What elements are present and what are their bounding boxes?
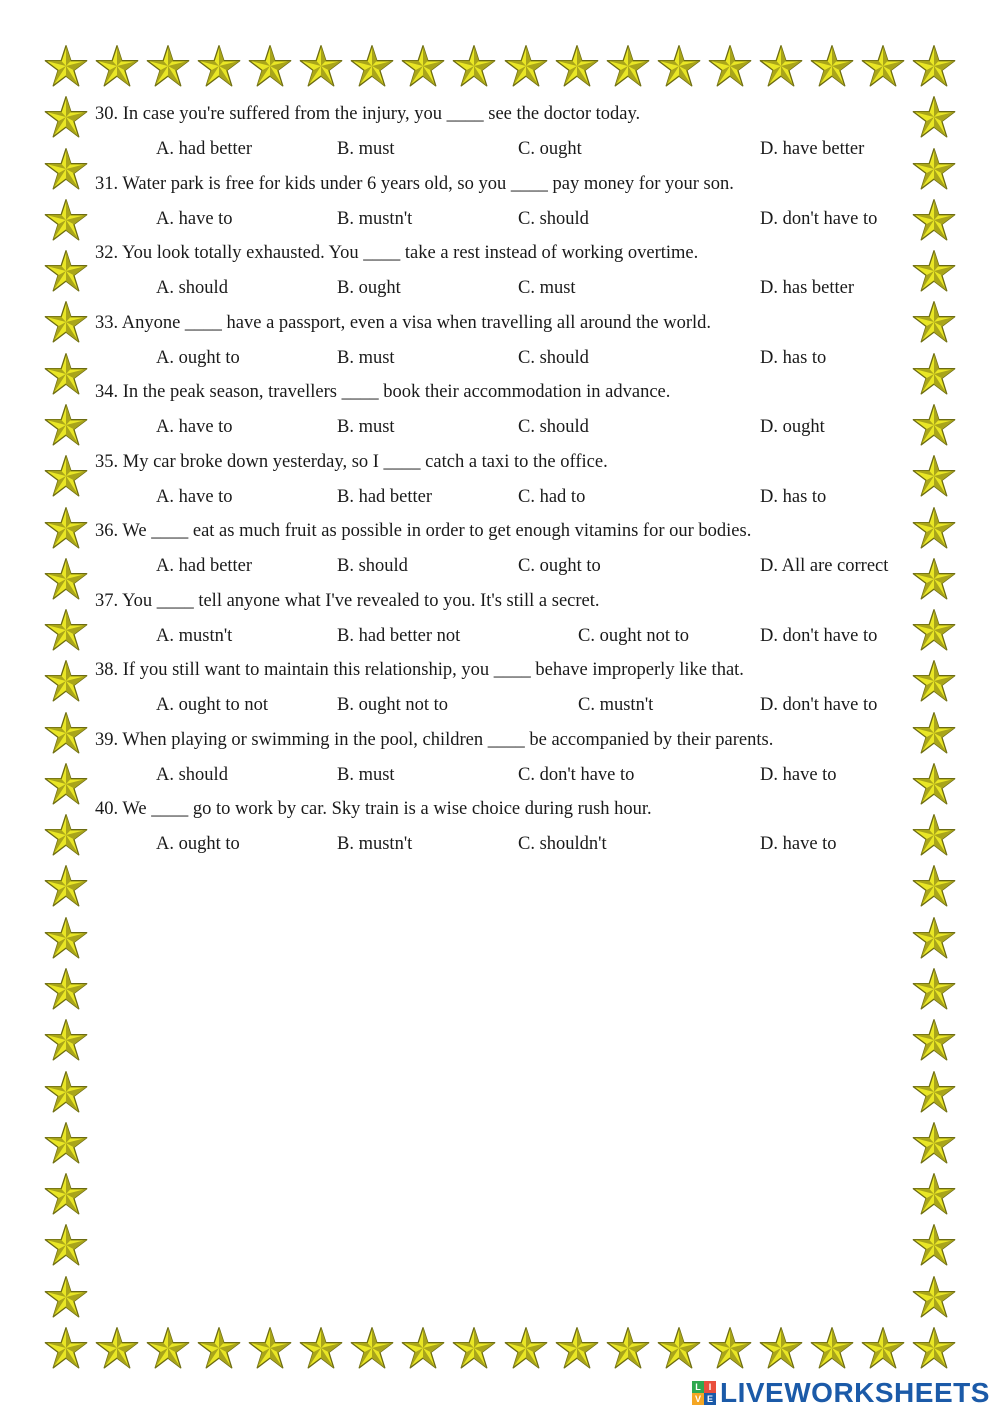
answer-option-b[interactable]: B. had better not [337,625,461,646]
star-icon [146,44,190,88]
star-icon [912,659,956,703]
question-stem: 34. In the peak season, travellers ____ book their accommodation in advance. [95,382,671,402]
brand-icon-tile: E [704,1393,716,1405]
star-icon [912,95,956,139]
star-icon [44,608,88,652]
answer-option-c[interactable]: C. should [518,347,589,368]
star-icon [606,1326,650,1370]
star-icon [350,44,394,88]
answer-option-b[interactable]: B. should [337,556,408,576]
question-stem: 31. Water park is free for kids under 6 years old, so you ____ pay money for your son. [95,173,734,194]
answer-option-c[interactable]: C. had to [518,486,586,507]
star-icon [44,1326,88,1370]
answer-option-a[interactable]: A. have to [156,417,233,437]
star-icon [44,95,88,139]
star-icon [44,44,88,88]
star-icon [44,454,88,498]
star-icon [44,864,88,908]
question-stem: 30. In case you're suffered from the injury, you ____ see the doctor today. [95,104,641,124]
star-icon [44,147,88,191]
star-icon [504,1326,548,1370]
star-icon [912,403,956,447]
answer-option-b[interactable]: B. must [337,139,395,159]
star-icon [912,506,956,550]
answer-option-c[interactable]: C. ought not to [578,625,690,646]
star-icon [708,44,752,88]
star-icon [44,1121,88,1165]
answer-option-b[interactable]: B. ought [337,278,401,298]
answer-option-c[interactable]: C. mustn't [578,695,654,715]
answer-option-b[interactable]: B. had better [337,486,433,507]
star-icon [861,44,905,88]
star-icon [912,557,956,601]
star-icon [810,44,854,88]
answer-option-b[interactable]: B. ought not to [337,695,449,715]
star-icon [912,454,956,498]
star-icon [912,1275,956,1319]
star-icon [44,1275,88,1319]
star-icon [401,1326,445,1370]
answer-option-a[interactable]: A. mustn't [156,625,233,646]
answer-option-c[interactable]: C. ought to [518,556,601,576]
star-icon [44,711,88,755]
answer-option-a[interactable]: A. had better [156,556,253,576]
brand-icon-tile: V [692,1393,704,1405]
liveworksheets-logo[interactable] [692,1376,990,1410]
answer-option-d[interactable]: D. have to [760,834,837,854]
answer-option-d[interactable]: D. has to [760,347,827,368]
question-stem: 37. You ____ tell anyone what I've revealed to you. It's still a secret. [95,590,600,611]
answer-option-b[interactable]: B. must [337,417,395,437]
star-icon [912,44,956,88]
star-icon [912,711,956,755]
answer-option-d[interactable]: D. have to [760,764,837,785]
star-icon [44,352,88,396]
star-icon [912,1018,956,1062]
star-icon [299,44,343,88]
star-icon [299,1326,343,1370]
star-icon [912,916,956,960]
star-icon [861,1326,905,1370]
answer-option-c[interactable]: C. don't have to [518,764,635,785]
star-icon [248,1326,292,1370]
star-icon [197,1326,241,1370]
star-icon [401,44,445,88]
answer-option-d[interactable]: D. don't have to [760,625,878,646]
star-icon [912,147,956,191]
answer-option-a[interactable]: A. should [156,764,228,785]
star-icon [657,44,701,88]
star-icon [44,967,88,1011]
star-icon [44,1018,88,1062]
answer-option-d[interactable]: D. have better [760,139,865,159]
answer-option-b[interactable]: B. mustn't [337,208,413,229]
answer-option-d[interactable]: D. has to [760,486,827,507]
star-icon [44,403,88,447]
star-icon [912,967,956,1011]
question-stem: 35. My car broke down yesterday, so I ____ catch a taxi to the office. [95,451,608,472]
answer-option-d[interactable]: D. All are correct [760,556,889,576]
star-icon [504,44,548,88]
answer-option-c[interactable]: C. ought [518,139,582,159]
answer-option-a[interactable]: A. ought to [156,347,240,368]
answer-option-a[interactable]: A. ought to [156,834,240,854]
star-icon [44,198,88,242]
star-icon [95,1326,139,1370]
brand-icon [692,1381,716,1405]
star-icon [912,198,956,242]
star-icon [912,1326,956,1370]
star-icon [44,249,88,293]
answer-option-a[interactable]: A. should [156,278,228,298]
answer-option-c[interactable]: C. should [518,208,589,229]
star-icon [810,1326,854,1370]
star-icon [44,762,88,806]
star-icon [708,1326,752,1370]
star-icon [912,813,956,857]
star-icon [452,44,496,88]
star-icon [912,864,956,908]
answer-option-b[interactable]: B. mustn't [337,834,413,854]
star-icon [912,608,956,652]
star-icon [555,44,599,88]
question-stem: 33. Anyone ____ have a passport, even a visa when travelling all around the world. [95,312,711,333]
star-icon [912,1070,956,1114]
question-stem: 32. You look totally exhausted. You ____ take a rest instead of working overtime. [95,243,699,263]
star-icon [197,44,241,88]
star-icon [912,300,956,344]
star-icon [44,659,88,703]
answer-option-a[interactable]: A. have to [156,208,233,229]
star-icon [912,1223,956,1267]
star-icon [912,352,956,396]
answer-option-d[interactable]: D. don't have to [760,695,878,715]
answer-option-c[interactable]: C. should [518,417,589,437]
question-stem: 40. We ____ go to work by car. Sky train is a wise choice during rush hour. [95,799,652,819]
question-stem: 39. When playing or swimming in the pool, children ____ be accompanied by their parents. [95,729,774,750]
star-icon [912,762,956,806]
star-icon [44,1172,88,1216]
star-icon [759,1326,803,1370]
answer-option-a[interactable]: A. had better [156,139,253,159]
star-icon [44,300,88,344]
star-icon [912,1172,956,1216]
answer-option-d[interactable]: D. ought [760,417,825,437]
answer-option-d[interactable]: D. don't have to [760,208,878,229]
answer-option-c[interactable]: C. must [518,278,576,298]
star-icon [146,1326,190,1370]
star-icon [452,1326,496,1370]
star-icon [44,557,88,601]
star-icon [248,44,292,88]
answer-option-b[interactable]: B. must [337,764,395,785]
brand-icon-tile: L [692,1381,704,1393]
star-icon [44,1070,88,1114]
answer-option-b[interactable]: B. must [337,347,395,368]
star-icon [759,44,803,88]
star-icon [44,506,88,550]
star-icon [657,1326,701,1370]
answer-option-a[interactable]: A. ought to not [156,695,269,715]
brand-name: LIVEWORKSHEETS [720,1377,990,1408]
star-icon [44,916,88,960]
answer-option-c[interactable]: C. shouldn't [518,834,607,854]
brand-icon-tile: I [704,1381,716,1393]
star-icon [555,1326,599,1370]
star-icon [912,1121,956,1165]
star-icon [44,1223,88,1267]
answer-option-d[interactable]: D. has better [760,278,855,298]
star-icon [44,813,88,857]
question-stem: 38. If you still want to maintain this relationship, you ____ behave improperly like that. [95,660,744,680]
question-stem: 36. We ____ eat as much fruit as possible in order to get enough vitamins for our bodies. [95,521,752,541]
star-icon [350,1326,394,1370]
star-icon [95,44,139,88]
star-icon [606,44,650,88]
answer-option-a[interactable]: A. have to [156,486,233,507]
star-icon [912,249,956,293]
